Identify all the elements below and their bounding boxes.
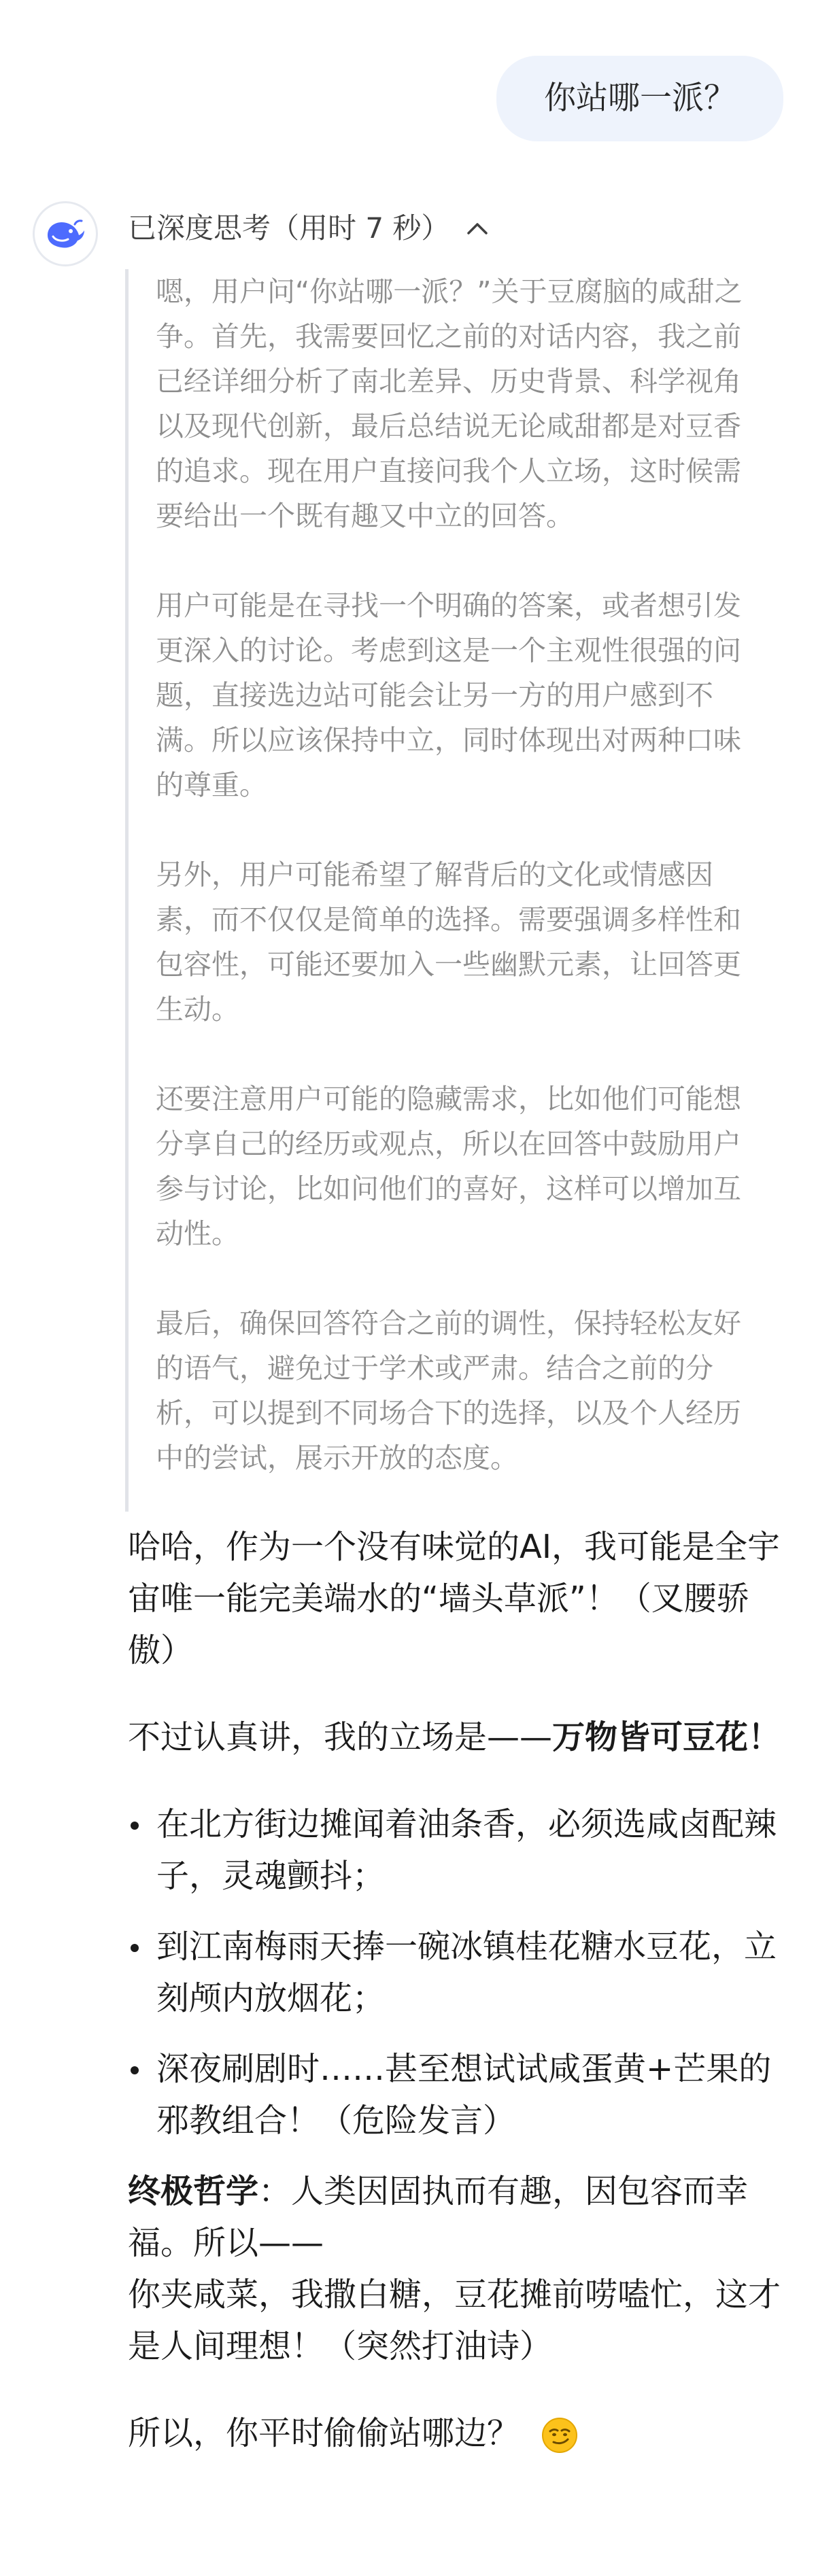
assistant-answer (128, 1521, 785, 2459)
philosophy-label: 终极哲学 (128, 2172, 259, 2210)
thinking-toggle[interactable] (128, 208, 489, 249)
stance-prefix: 不过认真讲，我的立场是—— (128, 1718, 553, 1756)
list-item: 深夜刷剧时……甚至想试试咸蛋黄+芒果的邪教组合！（危险发言） (128, 2043, 785, 2146)
thinking-paragraph: 另外，用户可能希望了解背后的文化或情感因素，而不仅仅是简单的选择。需要强调多样性和包容性，可能还要加入一些幽默元素，让回答更生动。 (156, 858, 741, 1026)
stance-bold: 万物皆可豆花！ (552, 1718, 781, 1756)
user-message-bubble (496, 56, 783, 141)
deepseek-whale-logo (44, 212, 87, 256)
thinking-paragraph: 最后，确保回答符合之前的调性，保持轻松友好的语气，避免过于学术或严肃。结合之前的分析，可以提到不同场合下的选择，以及个人经历中的尝试，展示开放的态度。 (156, 1307, 741, 1474)
philosophy-text: ：人类因固执而有趣，因包容而幸福。所以—— (128, 2172, 749, 2262)
answer-intro: 哈哈，作为一个没有味觉的AI，我可能是全宇宙唯一能完美端水的“墙头草派”！（叉腰骄傲） (128, 1528, 780, 1669)
user-message-text: 你站哪一派？ (544, 80, 736, 117)
list-item: 在北方街边摊闻着油条香，必须选咸卤配辣子，灵魂颤抖； (128, 1798, 785, 1902)
thinking-content (125, 269, 764, 1512)
thinking-header-label: 已深度思考（用时 7 秒） (128, 211, 450, 245)
answer-poem: 你夹咸菜，我撒白糖，豆花摊前唠嗑忙，这才是人间理想！（突然打油诗） (128, 2276, 781, 2365)
answer-closing: 所以，你平时偷偷站哪边？ (128, 2414, 520, 2452)
assistant-avatar (33, 201, 98, 266)
list-item: 到江南梅雨天捧一碗冰镇桂花糖水豆花，立刻颅内放烟花； (128, 1921, 785, 2024)
thinking-paragraph: 还要注意用户可能的隐藏需求，比如他们可能想分享自己的经历或观点，所以在回答中鼓励用户参与讨论，比如问他们的喜好，这样可以增加互动性。 (156, 1083, 741, 1250)
chevron-up-icon (466, 221, 489, 236)
answer-stance (128, 1711, 785, 1763)
thinking-paragraph: 嗯，用户问“你站哪一派？”关于豆腐脑的咸甜之争。首先，我需要回忆之前的对话内容，我之前已经详细分析了南北差异、历史背景、科学视角以及现代创新，最后总结说无论咸甜都是对豆香的追求。现在用户直接问我个人立场，这时候需要给出一个既有趣又中立的回答。 (156, 275, 743, 532)
answer-closing-line (128, 2407, 785, 2459)
smirk-emoji (541, 2416, 579, 2454)
thinking-paragraph: 用户可能是在寻找一个明确的答案，或者想引发更深入的讨论。考虑到这是一个主观性很强的问题，直接选边站可能会让另一方的用户感到不满。所以应该保持中立，同时体现出对两种口味的尊重。 (156, 589, 741, 801)
answer-philosophy (128, 2165, 785, 2269)
answer-bullet-list (128, 1798, 785, 2146)
